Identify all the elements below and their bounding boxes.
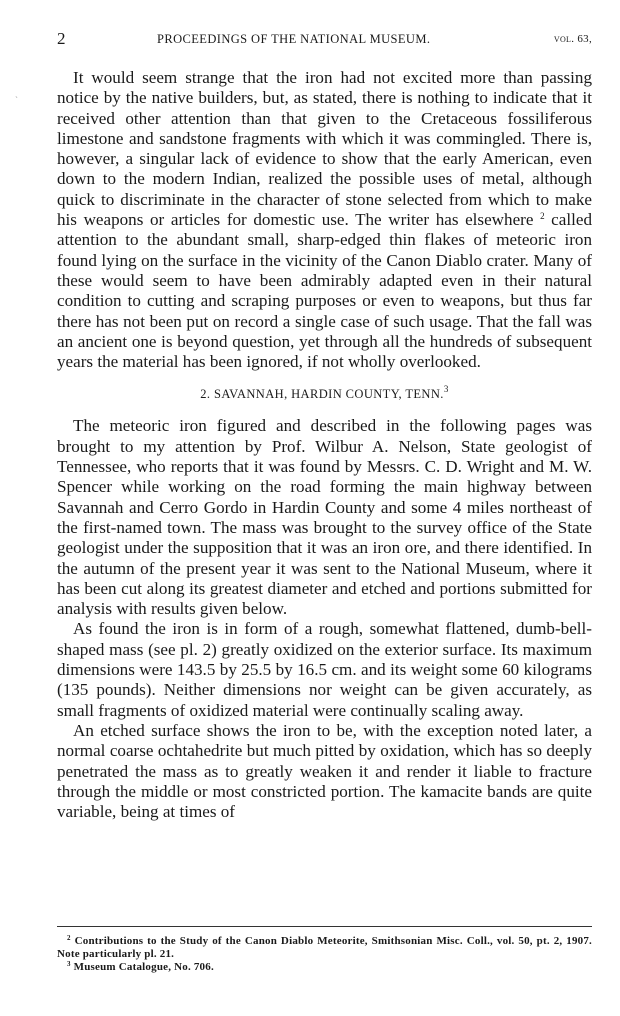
paragraph-3: As found the iron is in form of a rough, somewhat flattened, dumb-bell-shaped mass (see pl. 2) greatly oxidized on the exterior surface. Its maximum dimensions were 143.5 by 25.5 by 16.5 cm. and its weight some 60 kilograms (135 pounds). Neither dimensions nor weight can be given accurately, as small fragments of oxidized material were continually scaling away. bbox=[57, 619, 592, 720]
footnotes bbox=[57, 935, 592, 974]
scan-artifact-mark: ˎ bbox=[15, 88, 18, 98]
section-heading bbox=[57, 384, 592, 404]
footnote-text: Museum Catalogue, No. 706. bbox=[73, 961, 214, 973]
paragraph-1 bbox=[57, 68, 592, 372]
paragraph-2: The meteoric iron figured and described in the following pages was brought to my attention by Prof. Wilbur A. Nelson, State geologist of Tennessee, who reports that it was found by Messrs. C. D. Wright and M. W. Spencer while working on the road forming the main highway between Savannah and Cerro Gordo in Hardin County and some 4 miles northeast of the first-named town. The mass was brought to the survey office of the State geologist under the supposition that it was an iron ore, and there identified. In the autumn of the present year it was sent to the National Museum, where it has been cut along its greatest diameter and etched and portions submitted for analysis with results given below. bbox=[57, 416, 592, 619]
footnote-3 bbox=[57, 961, 592, 974]
body-text bbox=[57, 68, 592, 822]
footnote-text: Contributions to the Study of the Canon Diablo Meteorite, Smithsonian Misc. Coll., vol. 50, pt. 2, 1907. Note particularly pl. 21. bbox=[57, 935, 592, 960]
paragraph-1-text-continued: called attention to the abundant small, sharp-edged thin flakes of meteoric iron found lying on the surface in the vicinity of the Canon Diablo crater. Many of these would seem to have been admirably adapted even in their natural condition to cutting and scraping purposes or even to weapons, but thus far there has not been put on record a single case of such usage. That the fall was an ancient one is beyond question, yet through all the hundreds of subsequent years the material has been ignored, if not wholly overlooked. bbox=[57, 210, 592, 372]
journal-title: PROCEEDINGS OF THE NATIONAL MUSEUM. bbox=[157, 32, 431, 46]
volume-label: vol. 63, bbox=[553, 33, 592, 45]
footnote-divider bbox=[57, 926, 592, 927]
footnote-ref-2[interactable]: 2 bbox=[540, 211, 545, 222]
footnote-marker: 2 bbox=[67, 934, 71, 942]
footnote-ref-3[interactable]: 3 bbox=[443, 384, 449, 395]
page-number: 2 bbox=[57, 29, 66, 48]
section-heading-text: 2. SAVANNAH, HARDIN COUNTY, TENN. bbox=[200, 387, 444, 402]
footnote-marker: 3 bbox=[67, 960, 71, 968]
paragraph-1-text: It would seem strange that the iron had not excited more than passing notice by the native builders, but, as stated, there is nothing to indicate that it received other attention than that given to the Cretaceous fossiliferous limestone and sandstone fragments with which it was commingled. There is, however, a singular lack of evidence to show that the early American, even down to the modern Indian, realized the possible uses of metal, although quick to discriminate in the character of stone selected from which to make his weapons or articles for domestic use. The writer has elsewhere bbox=[57, 68, 592, 230]
running-header bbox=[57, 31, 592, 51]
footnote-2 bbox=[57, 935, 592, 961]
paragraph-4: An etched surface shows the iron to be, with the exception noted later, a normal coarse ochtahedrite but much pitted by oxidation, which has so deeply penetrated the mass as to greatly weaken it and render it liable to fracture through the middle or most constricted portion. The kamacite bands are quite variable, being at times of bbox=[57, 720, 592, 822]
